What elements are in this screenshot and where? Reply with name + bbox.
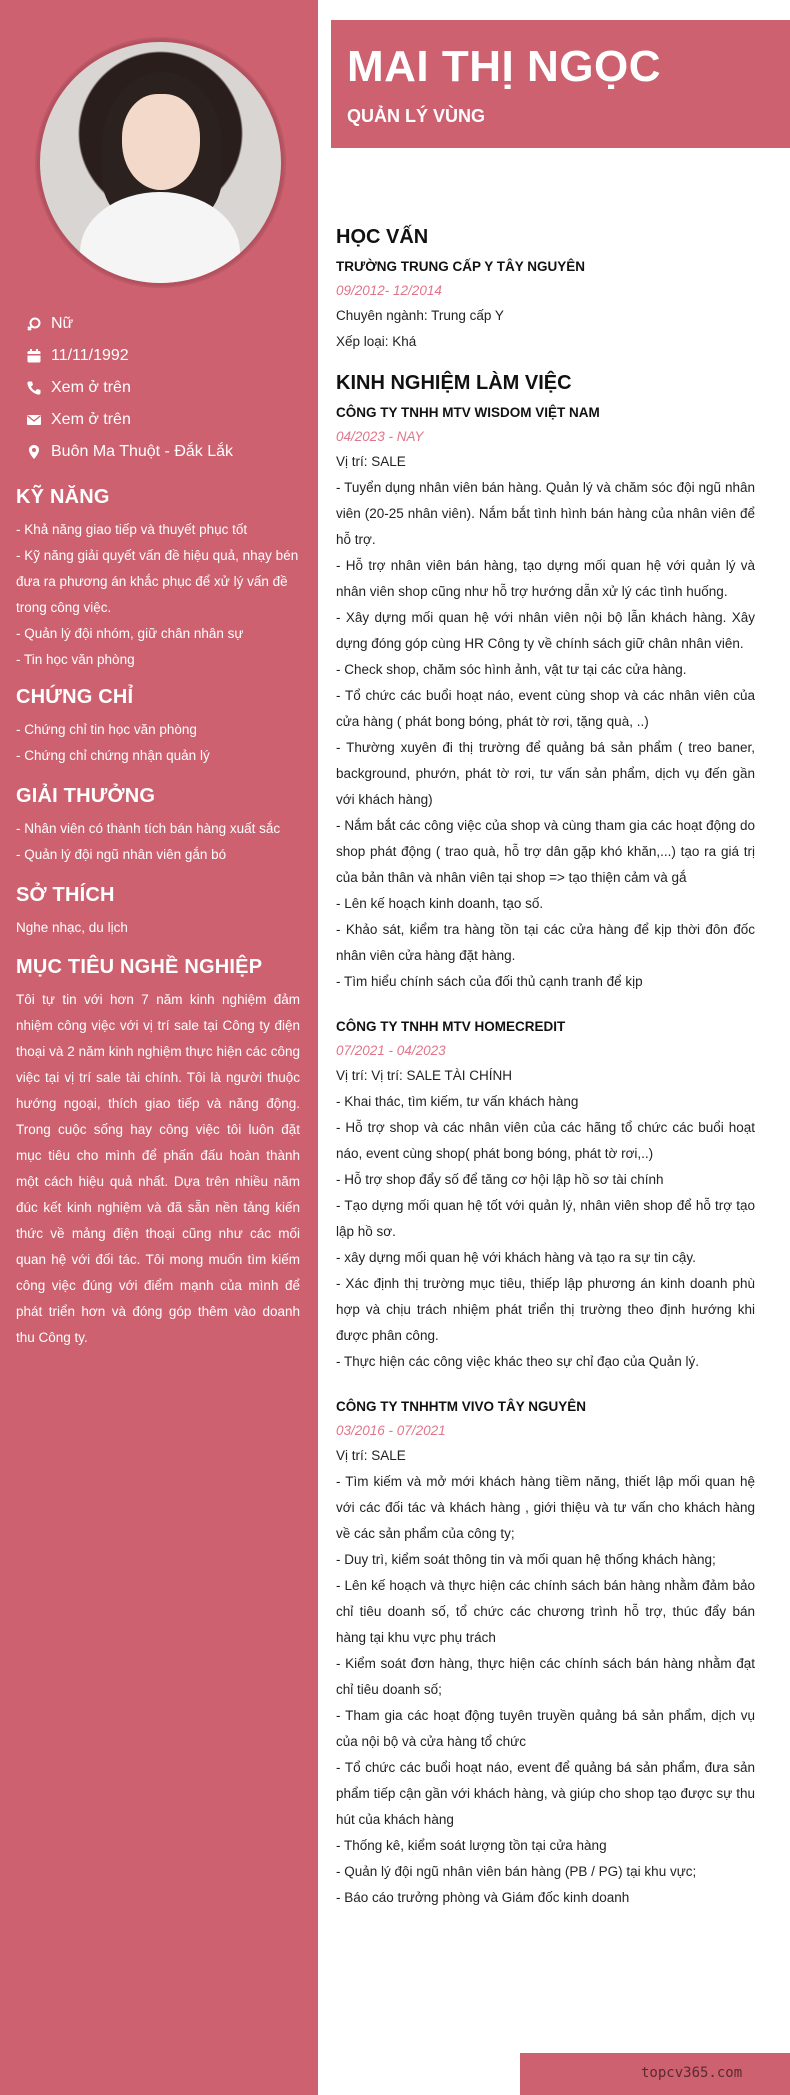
job-line: - Thường xuyên đi thị trường để quảng bá sản phẩm ( treo baner, background, phướn, phát tờ rơi, tư vấn sản phẩm, dịch vụ đến gần với khách hàng) — [336, 740, 755, 807]
contact-phone-text: Xem ở trên — [51, 379, 131, 396]
location-icon — [24, 442, 44, 462]
job-line: - Xây dựng mối quan hệ với nhân viên nội bộ lẫn khách hàng. Xây dựng đóng góp cùng HR Công ty về chính sách giữ chân nhân viên. — [336, 610, 755, 651]
contact-email-text: Xem ở trên — [51, 411, 131, 428]
job-line: - Duy trì, kiểm soát thông tin và mối quan hệ thống khách hàng; — [336, 1552, 716, 1567]
job-line: - Tuyển dụng nhân viên bán hàng. Quản lý và chăm sóc đội ngũ nhân viên (20-25 nhân viên). Nắm bắt tình hình bán hàng của nhân viên để hỗ trợ. — [336, 480, 755, 547]
contact-gender — [24, 308, 304, 340]
objective-section — [16, 956, 300, 1351]
job-line: - Kiểm soát đơn hàng, thực hiện các chính sách bán hàng nhằm đạt chỉ tiêu doanh số; — [336, 1656, 755, 1697]
job-company: CÔNG TY TNHHTM VIVO TÂY NGUYÊN — [336, 1399, 587, 1414]
education-date: 09/2012- 12/2014 — [336, 283, 442, 298]
contact-gender-text: Nữ — [51, 315, 74, 332]
job-line: - xây dựng mối quan hệ với khách hàng và tạo ra sự tin cậy. — [336, 1250, 696, 1265]
job-line: Vị trí: SALE — [336, 1448, 406, 1463]
certificates-section — [16, 686, 300, 769]
job-line: - Lên kế hoạch kinh doanh, tạo số. — [336, 896, 544, 911]
contact-birthday — [24, 340, 304, 372]
hobbies-section — [16, 884, 300, 941]
contact-location-text: Buôn Ma Thuột - Đắk Lắk — [51, 443, 234, 460]
job-line: - Tìm hiểu chính sách của đối thủ cạnh tranh để kịp — [336, 974, 643, 989]
awards-section — [16, 785, 300, 868]
award-item: - Quản lý đội ngũ nhân viên gắn bó — [16, 847, 227, 862]
phone-icon — [24, 378, 44, 398]
job-line: - Hỗ trợ shop và các nhân viên của các hãng tổ chức các buổi hoạt náo, event cùng shop( phát bong bóng, phát tờ rơi,..) — [336, 1120, 755, 1161]
job-line: - Tham gia các hoạt động tuyên truyền quảng bá sản phẩm, dịch vụ của nội bộ và cửa hàng tổ chức — [336, 1708, 755, 1749]
hobbies-title: SỞ THÍCH — [16, 884, 115, 906]
job-date: 04/2023 - NAY — [336, 429, 424, 444]
certificates-title: CHỨNG CHỈ — [16, 686, 134, 708]
footer-site: topcv365.com — [641, 2065, 743, 2081]
job-line: - Tổ chức các buổi hoạt náo, event cùng shop và các nhân viên của cửa hàng ( phát bong bóng, phát tờ rơi, tặng quà, ..) — [336, 688, 755, 729]
award-item: - Nhân viên có thành tích bán hàng xuất sắc — [16, 821, 281, 836]
contact-email — [24, 404, 304, 436]
job-line: - Lên kế hoạch và thực hiện các chính sách bán hàng nhằm đảm bảo chỉ tiêu doanh số, tổ chức các chương trình hỗ trợ, thúc đẩy bán hàng tại khu vực phụ trách — [336, 1578, 755, 1645]
contact-phone — [24, 372, 304, 404]
job-entry — [336, 1015, 755, 1375]
awards-title: GIẢI THƯỞNG — [16, 785, 156, 807]
skill-item: - Quản lý đội nhóm, giữ chân nhân sự — [16, 626, 244, 641]
experience-section — [336, 372, 755, 1911]
job-line: - Báo cáo trưởng phòng và Giám đốc kinh doanh — [336, 1890, 630, 1905]
sidebar — [0, 0, 318, 2095]
job-line: - Tạo dựng mối quan hệ tốt với quản lý, nhân viên shop để hỗ trợ tạo lập hồ sơ. — [336, 1198, 755, 1239]
job-line: - Tổ chức các buổi hoạt náo, event để quảng bá sản phẩm, đưa sản phẩm tiếp cận gần với khách hàng, và giúp cho shop tạo được sự thu hút của khách hàng — [336, 1760, 755, 1827]
education-line: Xếp loại: Khá — [336, 334, 417, 349]
skill-item: - Khả năng giao tiếp và thuyết phục tốt — [16, 522, 248, 537]
job-entry — [336, 401, 755, 995]
job-line: Vị trí: SALE — [336, 454, 406, 469]
email-icon — [24, 410, 44, 430]
candidate-name: MAI THỊ NGỌC — [347, 42, 661, 91]
skill-item: - Kỹ năng giải quyết vấn đề hiệu quả, nhạy bén đưa ra phương án khắc phục để xử lý vấn đề trong công việc. — [16, 548, 299, 615]
skill-item: - Tin học văn phòng — [16, 652, 135, 667]
education-title: HỌC VẤN — [336, 226, 429, 248]
job-company: CÔNG TY TNHH MTV WISDOM VIỆT NAM — [336, 405, 600, 420]
experience-title: KINH NGHIỆM LÀM VIỆC — [336, 372, 572, 394]
candidate-role: QUẢN LÝ VÙNG — [347, 106, 486, 126]
education-line: Chuyên ngành: Trung cấp Y — [336, 308, 504, 323]
job-date: 07/2021 - 04/2023 — [336, 1043, 446, 1058]
job-line: Vị trí: Vị trí: SALE TÀI CHÍNH — [336, 1068, 513, 1083]
skills-title: KỸ NĂNG — [16, 486, 110, 508]
contact-birthday-text: 11/11/1992 — [51, 347, 129, 364]
job-line: - Khai thác, tìm kiếm, tư vấn khách hàng — [336, 1094, 579, 1109]
job-line: - Quản lý đội ngũ nhân viên bán hàng (PB / PG) tại khu vực; — [336, 1864, 697, 1879]
job-line: - Hỗ trợ nhân viên bán hàng, tạo dựng mối quan hệ với quản lý và nhân viên shop cũng như hỗ trợ hướng dẫn xử lý các tình huống. — [336, 558, 755, 599]
skills-section — [16, 486, 300, 673]
job-line: - Tìm kiếm và mở mới khách hàng tiềm năng, thiết lập mối quan hệ với các đối tác và khách hàng , giới thiệu và tư vấn cho khách hàng về các sản phẩm của công ty; — [336, 1474, 755, 1541]
education-school: TRƯỜNG TRUNG CẤP Y TÂY NGUYÊN — [336, 259, 585, 274]
contact-list — [24, 308, 304, 468]
job-line: - Nắm bắt các công việc của shop và cùng tham gia các hoạt động do shop phát động ( trao quà, hỗ trợ dân gặp khó khăn,...) tạo ra giá trị của bản thân và nhân viên tại shop => tạo thiện cảm và gắ — [336, 818, 755, 885]
job-date: 03/2016 - 07/2021 — [336, 1423, 446, 1438]
hobbies-text: Nghe nhạc, du lịch — [16, 920, 128, 935]
name-header — [331, 20, 790, 148]
job-line: - Thực hiện các công việc khác theo sự chỉ đạo của Quản lý. — [336, 1354, 700, 1369]
certificate-item: - Chứng chỉ chứng nhận quản lý — [16, 748, 210, 763]
objective-text: Tôi tự tin với hơn 7 năm kinh nghiệm đảm nhiệm công việc với vị trí sale tại Công ty điện thoại và 2 năm kinh nghiệm thực hiện các công việc tại vị trí sale tài chính. Tôi là người thuộc hướng ngoại, thích giao tiếp và năng động. Trong cuộc sống hay công việc tôi luôn đặt mục tiêu cho mình để phấn đấu hoàn thành một cách hiệu quả nhất. Dựa trên nhiều năm đúc kết kinh nghiệm và đã sẵn nền tảng kiến thức về mảng điện thoại cũng như các mối quan hệ với đối tác. Tôi mong muốn tìm kiếm công việc đúng với điểm mạnh của mình để phát triển hơn và đóng góp thêm vào doanh thu Công ty. — [16, 992, 300, 1345]
certificate-item: - Chứng chỉ tin học văn phòng — [16, 722, 197, 737]
footer-watermark — [520, 2053, 790, 2095]
job-line: - Khảo sát, kiểm tra hàng tồn tại các cửa hàng để kịp thời đôn đốc nhân viên cửa hàng đặt hàng. — [336, 922, 755, 963]
job-line: - Thống kê, kiểm soát lượng tồn tại cửa hàng — [336, 1838, 607, 1853]
job-line: - Hỗ trợ shop đẩy số để tăng cơ hội lập hồ sơ tài chính — [336, 1172, 664, 1187]
job-company: CÔNG TY TNHH MTV HOMECREDIT — [336, 1019, 566, 1034]
education-section — [336, 226, 755, 355]
job-entry — [336, 1395, 755, 1911]
avatar — [37, 39, 284, 286]
contact-location — [24, 436, 304, 468]
job-line: - Xác định thị trường mục tiêu, thiếp lập phương án kinh doanh phù hợp và chịu trách nhiệm phát triển thị trường theo định hướng khi được phân công. — [336, 1276, 755, 1343]
calendar-icon — [24, 346, 44, 366]
job-line: - Check shop, chăm sóc hình ảnh, vật tư tại các cửa hàng. — [336, 662, 687, 677]
gender-icon — [24, 314, 44, 334]
objective-title: MỤC TIÊU NGHỀ NGHIỆP — [16, 956, 263, 978]
